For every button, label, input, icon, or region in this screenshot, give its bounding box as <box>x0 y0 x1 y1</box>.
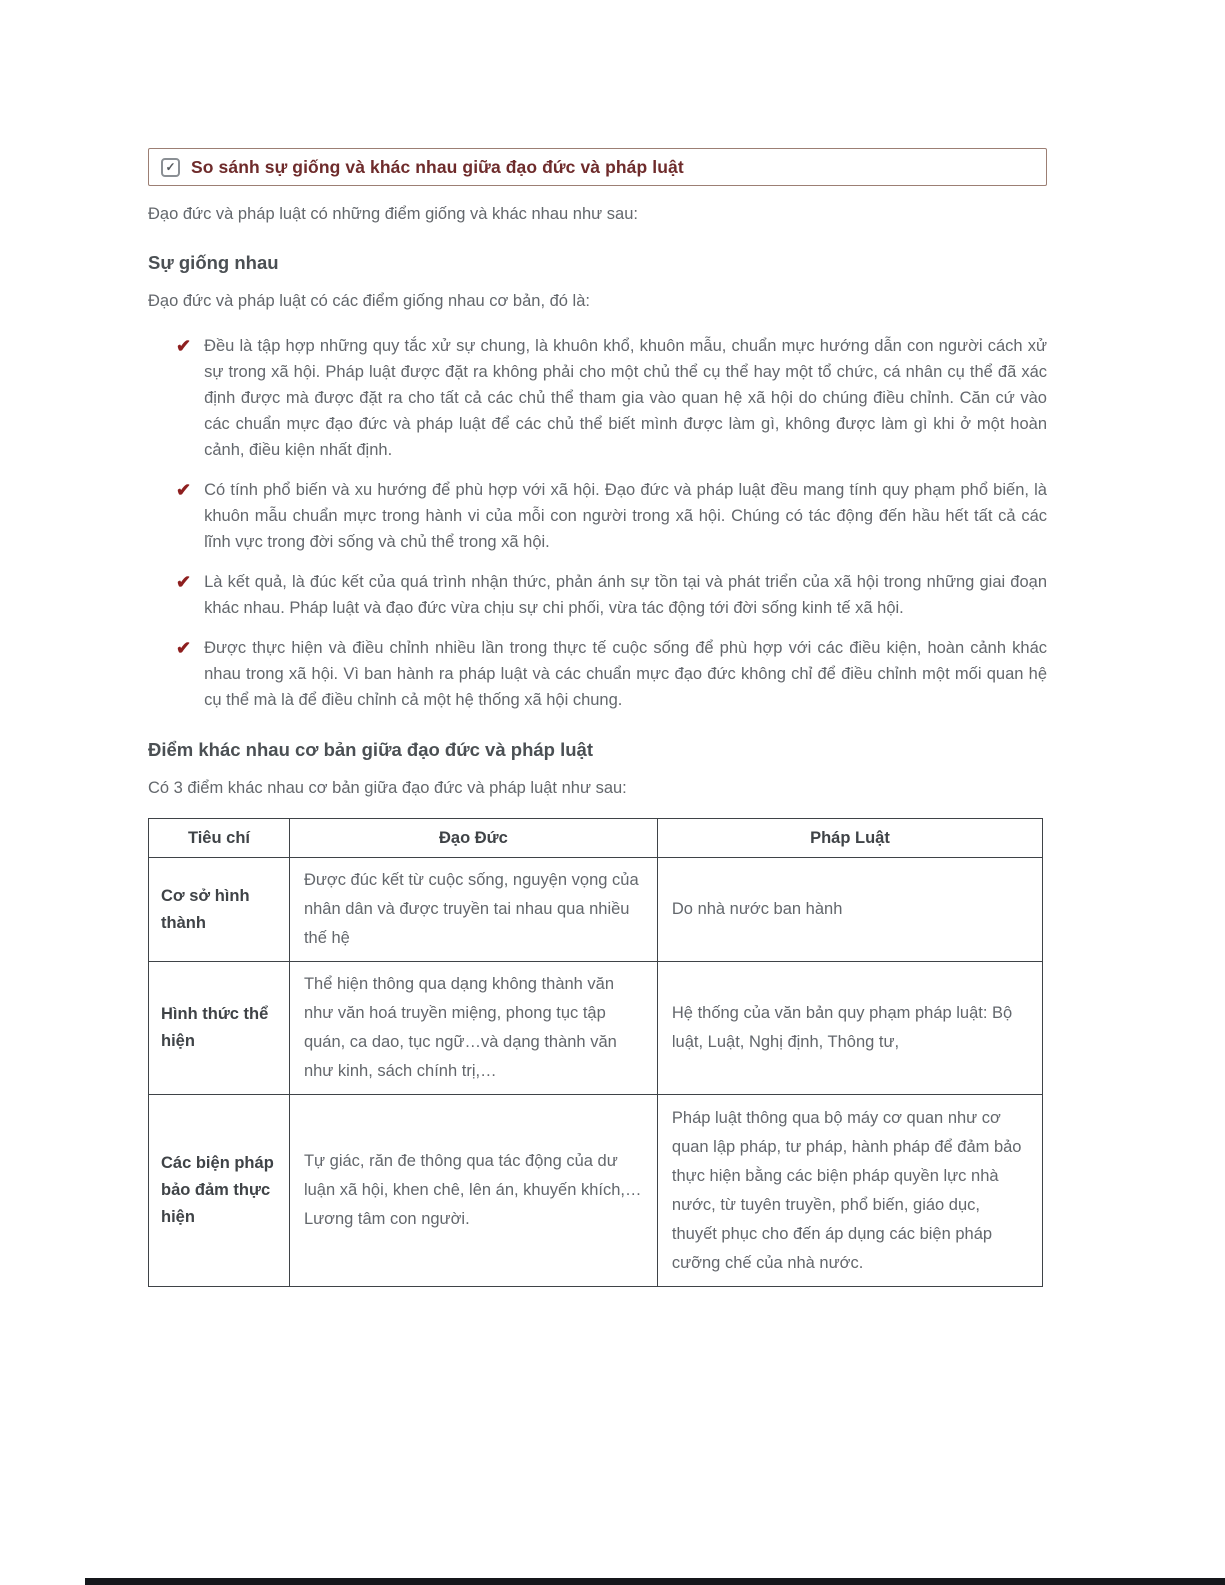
table-row <box>149 858 1043 962</box>
ethics-cell: Thể hiện thông qua dạng không thành văn như văn hoá truyền miệng, phong tục tập quán, ca dao, tục ngữ…và dạng thành văn như kinh, sách chính trị,… <box>289 962 657 1095</box>
column-header-ethics: Đạo Đức <box>289 819 657 858</box>
table-header-row <box>149 819 1043 858</box>
document-content <box>148 148 1047 1287</box>
comparison-table <box>148 818 1043 1287</box>
similarities-list <box>148 333 1047 713</box>
list-item <box>176 333 1047 463</box>
criterion-cell: Các biện pháp bảo đảm thực hiện <box>149 1095 290 1287</box>
page-title: So sánh sự giống và khác nhau giữa đạo đức và pháp luật <box>191 156 684 177</box>
ethics-cell: Tự giác, răn đe thông qua tác động của dư luận xã hội, khen chê, lên án, khuyến khích,… Lương tâm con người. <box>289 1095 657 1287</box>
list-item <box>176 635 1047 713</box>
criterion-cell: Hình thức thể hiện <box>149 962 290 1095</box>
checkbox-icon[interactable] <box>161 158 180 177</box>
list-item-text: Đều là tập hợp những quy tắc xử sự chung, là khuôn khổ, khuôn mẫu, chuẩn mực hướng dẫn con người cách xử sự trong xã hội. Pháp luật được đặt ra không phải cho một chủ thể cụ thể hay một tổ chức, cá nhân cụ thể đã xác định được mà được đặt ra cho tất cả các chủ thể tham gia vào quan hệ xã hội do chúng điều chỉnh. Căn cứ vào các chuẩn mực đạo đức và pháp luật để các chủ thể biết mình được làm gì, không được làm gì khi ở một hoàn cảnh, điều kiện nhất định. <box>204 337 1047 459</box>
list-item <box>176 569 1047 621</box>
ethics-cell: Được đúc kết từ cuộc sống, nguyện vọng của nhân dân và được truyền tai nhau qua nhiều thế hệ <box>289 858 657 962</box>
checkmark-icon: ✔ <box>176 572 192 592</box>
topic-header-box[interactable] <box>148 148 1047 186</box>
list-item-text: Được thực hiện và điều chỉnh nhiều lần trong thực tế cuộc sống để phù hợp với các điều kiện, hoàn cảnh khác nhau trong xã hội. Vì ban hành ra pháp luật và các chuẩn mực đạo đức không chỉ để điều chỉnh một mối quan hệ cụ thể mà là để điều chỉnh cả một hệ thống xã hội chung. <box>204 639 1047 709</box>
list-item-text: Là kết quả, là đúc kết của quá trình nhận thức, phản ánh sự tồn tại và phát triển của xã hội trong những giai đoạn khác nhau. Pháp luật và đạo đức vừa chịu sự chi phối, vừa tác động tới đời sống kinh tế xã hội. <box>204 573 1047 617</box>
law-cell: Pháp luật thông qua bộ máy cơ quan như cơ quan lập pháp, tư pháp, hành pháp để đảm bảo thực hiện bằng các biện pháp quyền lực nhà nước, từ tuyên truyền, phổ biến, giáo dục, thuyết phục cho đến áp dụng các biện pháp cưỡng chế của nhà nước. <box>657 1095 1042 1287</box>
law-cell: Do nhà nước ban hành <box>657 858 1042 962</box>
checkmark-icon: ✔ <box>176 336 192 356</box>
differences-lead: Có 3 điểm khác nhau cơ bản giữa đạo đức và pháp luật như sau: <box>148 779 627 797</box>
similarities-heading: Sự giống nhau <box>148 252 279 273</box>
list-item-text: Có tính phổ biến và xu hướng để phù hợp với xã hội. Đạo đức và pháp luật đều mang tính quy phạm phổ biến, là khuôn mẫu chuẩn mực trong hành vi của mỗi con người trong xã hội. Chúng có tác động đến hầu hết tất cả các lĩnh vực trong đời sống và chủ thể trong xã hội. <box>204 481 1047 551</box>
check-glyph: ✓ <box>165 160 176 174</box>
intro-paragraph: Đạo đức và pháp luật có những điểm giống và khác nhau như sau: <box>148 205 638 223</box>
table-row <box>149 962 1043 1095</box>
checkmark-icon: ✔ <box>176 480 192 500</box>
table-row <box>149 1095 1043 1287</box>
footer-bar <box>85 1578 1225 1585</box>
law-cell: Hệ thống của văn bản quy phạm pháp luật: Bộ luật, Luật, Nghị định, Thông tư, <box>657 962 1042 1095</box>
checkmark-icon: ✔ <box>176 638 192 658</box>
criterion-cell: Cơ sở hình thành <box>149 858 290 962</box>
column-header-criteria: Tiêu chí <box>149 819 290 858</box>
differences-heading: Điểm khác nhau cơ bản giữa đạo đức và pháp luật <box>148 739 593 760</box>
column-header-law: Pháp Luật <box>657 819 1042 858</box>
similarities-lead: Đạo đức và pháp luật có các điểm giống nhau cơ bản, đó là: <box>148 292 590 310</box>
list-item <box>176 477 1047 555</box>
